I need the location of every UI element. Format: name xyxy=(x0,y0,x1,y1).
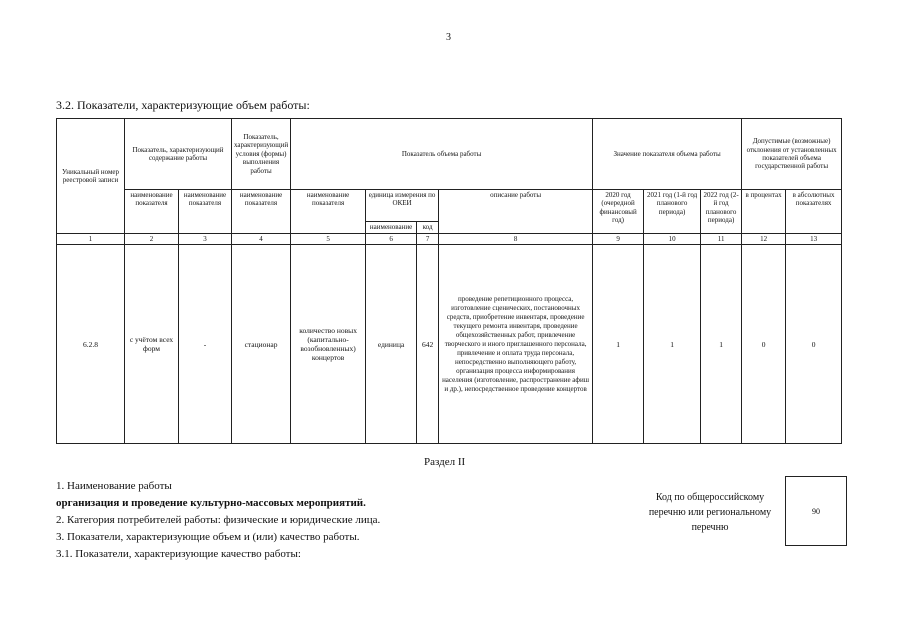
cell-work-description: проведение репетиционного процесса, изготовление сценических, постановочных средств, приобретение инвентаря, проведение текущего ремонта инвентаря, проведение общехозяйственных работ, привлечение творческого и иного приглашенного персонала, привлечение и оплата труда персонала, непосредственно выполняющего работу, организация процесса информирования населения (изготовление, распространение афиш и др.), непосредственное проведение концертов xyxy=(439,245,593,444)
registry-code-box xyxy=(785,476,847,546)
header-volume-group: Показатель объема работы xyxy=(291,119,593,190)
header-content-group: Показатель, характеризующий содержание работы xyxy=(125,119,232,190)
header-name-indicator-4: наименование показателя xyxy=(291,190,366,234)
header-year-2022: 2022 год (2-й год планового периода) xyxy=(701,190,742,234)
column-number: 4 xyxy=(232,234,291,245)
header-okei-name: наименование xyxy=(366,222,417,234)
header-name-indicator-2: наименование показателя xyxy=(179,190,232,234)
column-number: 3 xyxy=(179,234,232,245)
cell-value-2021: 1 xyxy=(644,245,701,444)
section-title: 3.2. Показатели, характеризующие объем работы: xyxy=(56,98,310,112)
header-okei-code: код xyxy=(417,222,439,234)
cell-unit-name: единица xyxy=(366,245,417,444)
column-number: 10 xyxy=(644,234,701,245)
column-number: 8 xyxy=(439,234,593,245)
header-in-percent: в процентах xyxy=(742,190,786,234)
header-in-absolute: в абсолютных показателях xyxy=(786,190,842,234)
header-name-indicator-3: наименование показателя xyxy=(232,190,291,234)
page-number: 3 xyxy=(446,32,451,43)
table-row xyxy=(57,245,842,444)
cell-deviation-percent: 0 xyxy=(742,245,786,444)
header-deviation-group: Допустимые (возможные) отклонения от установленных показателей объема государственной работы xyxy=(742,119,842,190)
cell-deviation-absolute: 0 xyxy=(786,245,842,444)
cell-indicator: количество новых (капитально-возобновленных) концертов xyxy=(291,245,366,444)
work-name-value: организация и проведение культурно-массовых мероприятий. xyxy=(56,497,366,509)
column-number: 9 xyxy=(593,234,644,245)
column-number: 12 xyxy=(742,234,786,245)
column-number: 6 xyxy=(366,234,417,245)
column-number: 1 xyxy=(57,234,125,245)
cell-conditions: стационар xyxy=(232,245,291,444)
header-year-2021: 2021 год (1-й год планового периода) xyxy=(644,190,701,234)
column-number: 13 xyxy=(786,234,842,245)
header-conditions-group: Показатель, характеризующий условия (формы) выполнения работы xyxy=(232,119,291,190)
work-info-block xyxy=(56,478,380,563)
cell-value-2020: 1 xyxy=(593,245,644,444)
work-name-label: 1. Наименование работы xyxy=(56,480,172,492)
cell-content-2: - xyxy=(179,245,232,444)
cell-registry-number: 6.2.8 xyxy=(57,245,125,444)
registry-code-value: 90 xyxy=(812,506,820,516)
registry-code-label: Код по общероссийскому перечню или региональному перечню xyxy=(648,492,772,533)
consumer-category: 2. Категория потребителей работы: физические и юридические лица. xyxy=(56,514,381,526)
column-number: 2 xyxy=(125,234,179,245)
cell-unit-code: 642 xyxy=(417,245,439,444)
header-okei: единица измерения по ОКЕИ xyxy=(366,190,439,222)
header-unique-number: Уникальный номер реестровой записи xyxy=(57,119,125,234)
indicators-heading: 3. Показатели, характеризующие объем и (или) качество работы. xyxy=(56,531,360,543)
volume-indicators-table xyxy=(56,118,842,444)
cell-value-2022: 1 xyxy=(701,245,742,444)
header-work-description: описание работы xyxy=(439,190,593,234)
header-year-2020: 2020 год (очередной финансовый год) xyxy=(593,190,644,234)
quality-indicators-heading: 3.1. Показатели, характеризующие качество работы: xyxy=(56,548,301,560)
header-value-group: Значение показателя объема работы xyxy=(593,119,742,190)
column-number: 5 xyxy=(291,234,366,245)
column-number: 11 xyxy=(701,234,742,245)
header-name-indicator-1: наименование показателя xyxy=(125,190,179,234)
column-number: 7 xyxy=(417,234,439,245)
section-heading: Раздел II xyxy=(424,456,466,468)
cell-content-1: с учётом всех форм xyxy=(125,245,179,444)
